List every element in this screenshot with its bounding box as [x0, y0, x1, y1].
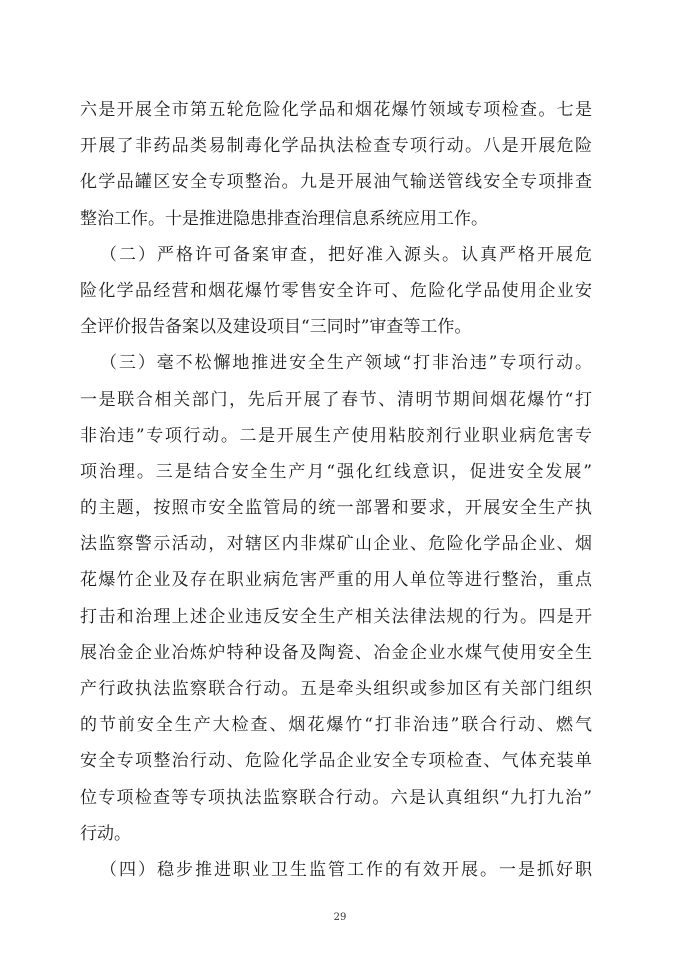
- text-line: 产行政执法监察联合行动。五是牵头组织或参加区有关部门组织: [80, 679, 592, 699]
- text-line: 六是开展全市第五轮危险化学品和烟花爆竹领域专项检查。七是: [80, 100, 592, 120]
- text-line: 的主题，按照市安全监管局的统一部署和要求，开展安全生产执: [80, 498, 592, 519]
- text-line: 安全专项整治行动、危险化学品企业安全专项检查、气体充装单: [80, 751, 592, 772]
- text-line: 打击和治理上述企业违反安全生产相关法律法规的行为。四是开: [80, 606, 592, 627]
- section-heading-line: （二）严格许可备案审查，把好准入源头。认真严格开展危: [100, 244, 592, 265]
- text-line: 展冶金企业冶炼炉特种设备及陶瓷、冶金企业水煤气使用安全生: [80, 642, 592, 663]
- text-line: 项治理。三是结合安全生产月“强化红线意识，促进安全发展”: [80, 461, 592, 482]
- page-number: 29: [333, 912, 347, 923]
- section-heading-line: （三）毫不松懈地推进安全生产领域“打非治违”专项行动。: [100, 353, 592, 374]
- text-line: 非治违”专项行动。二是开展生产使用粘胶剂行业职业病危害专: [80, 425, 592, 446]
- text-line: 花爆竹企业及存在职业病危害严重的用人单位等进行整治，重点: [80, 570, 592, 591]
- text-line: 险化学品经营和烟花爆竹零售安全许可、危险化学品使用企业安: [80, 280, 592, 301]
- text-line: 化学品罐区安全专项整治。九是开展油气输送管线安全专项排查: [80, 172, 592, 193]
- section-heading-line: （四）稳步推进职业卫生监管工作的有效开展。一是抓好职: [100, 859, 592, 880]
- text-line: 位专项检查等专项执法监察联合行动。六是认真组织“九打九治”: [80, 787, 592, 808]
- text-line: 一是联合相关部门，先后开展了春节、清明节期间烟花爆竹“打: [80, 389, 592, 410]
- text-line: 开展了非药品类易制毒化学品执法检查专项行动。八是开展危险: [80, 136, 592, 157]
- text-line: 行动。: [80, 823, 131, 844]
- text-line: 全评价报告备案以及建设项目“三同时”审查等工作。: [80, 317, 472, 338]
- text-line: 法监察警示活动，对辖区内非煤矿山企业、危险化学品企业、烟: [80, 534, 592, 555]
- text-line: 整治工作。十是推进隐患排查治理信息系统应用工作。: [80, 208, 488, 229]
- body-text: [80, 92, 592, 888]
- text-line: 的节前安全生产大检查、烟花爆竹“打非治违”联合行动、燃气: [80, 715, 592, 736]
